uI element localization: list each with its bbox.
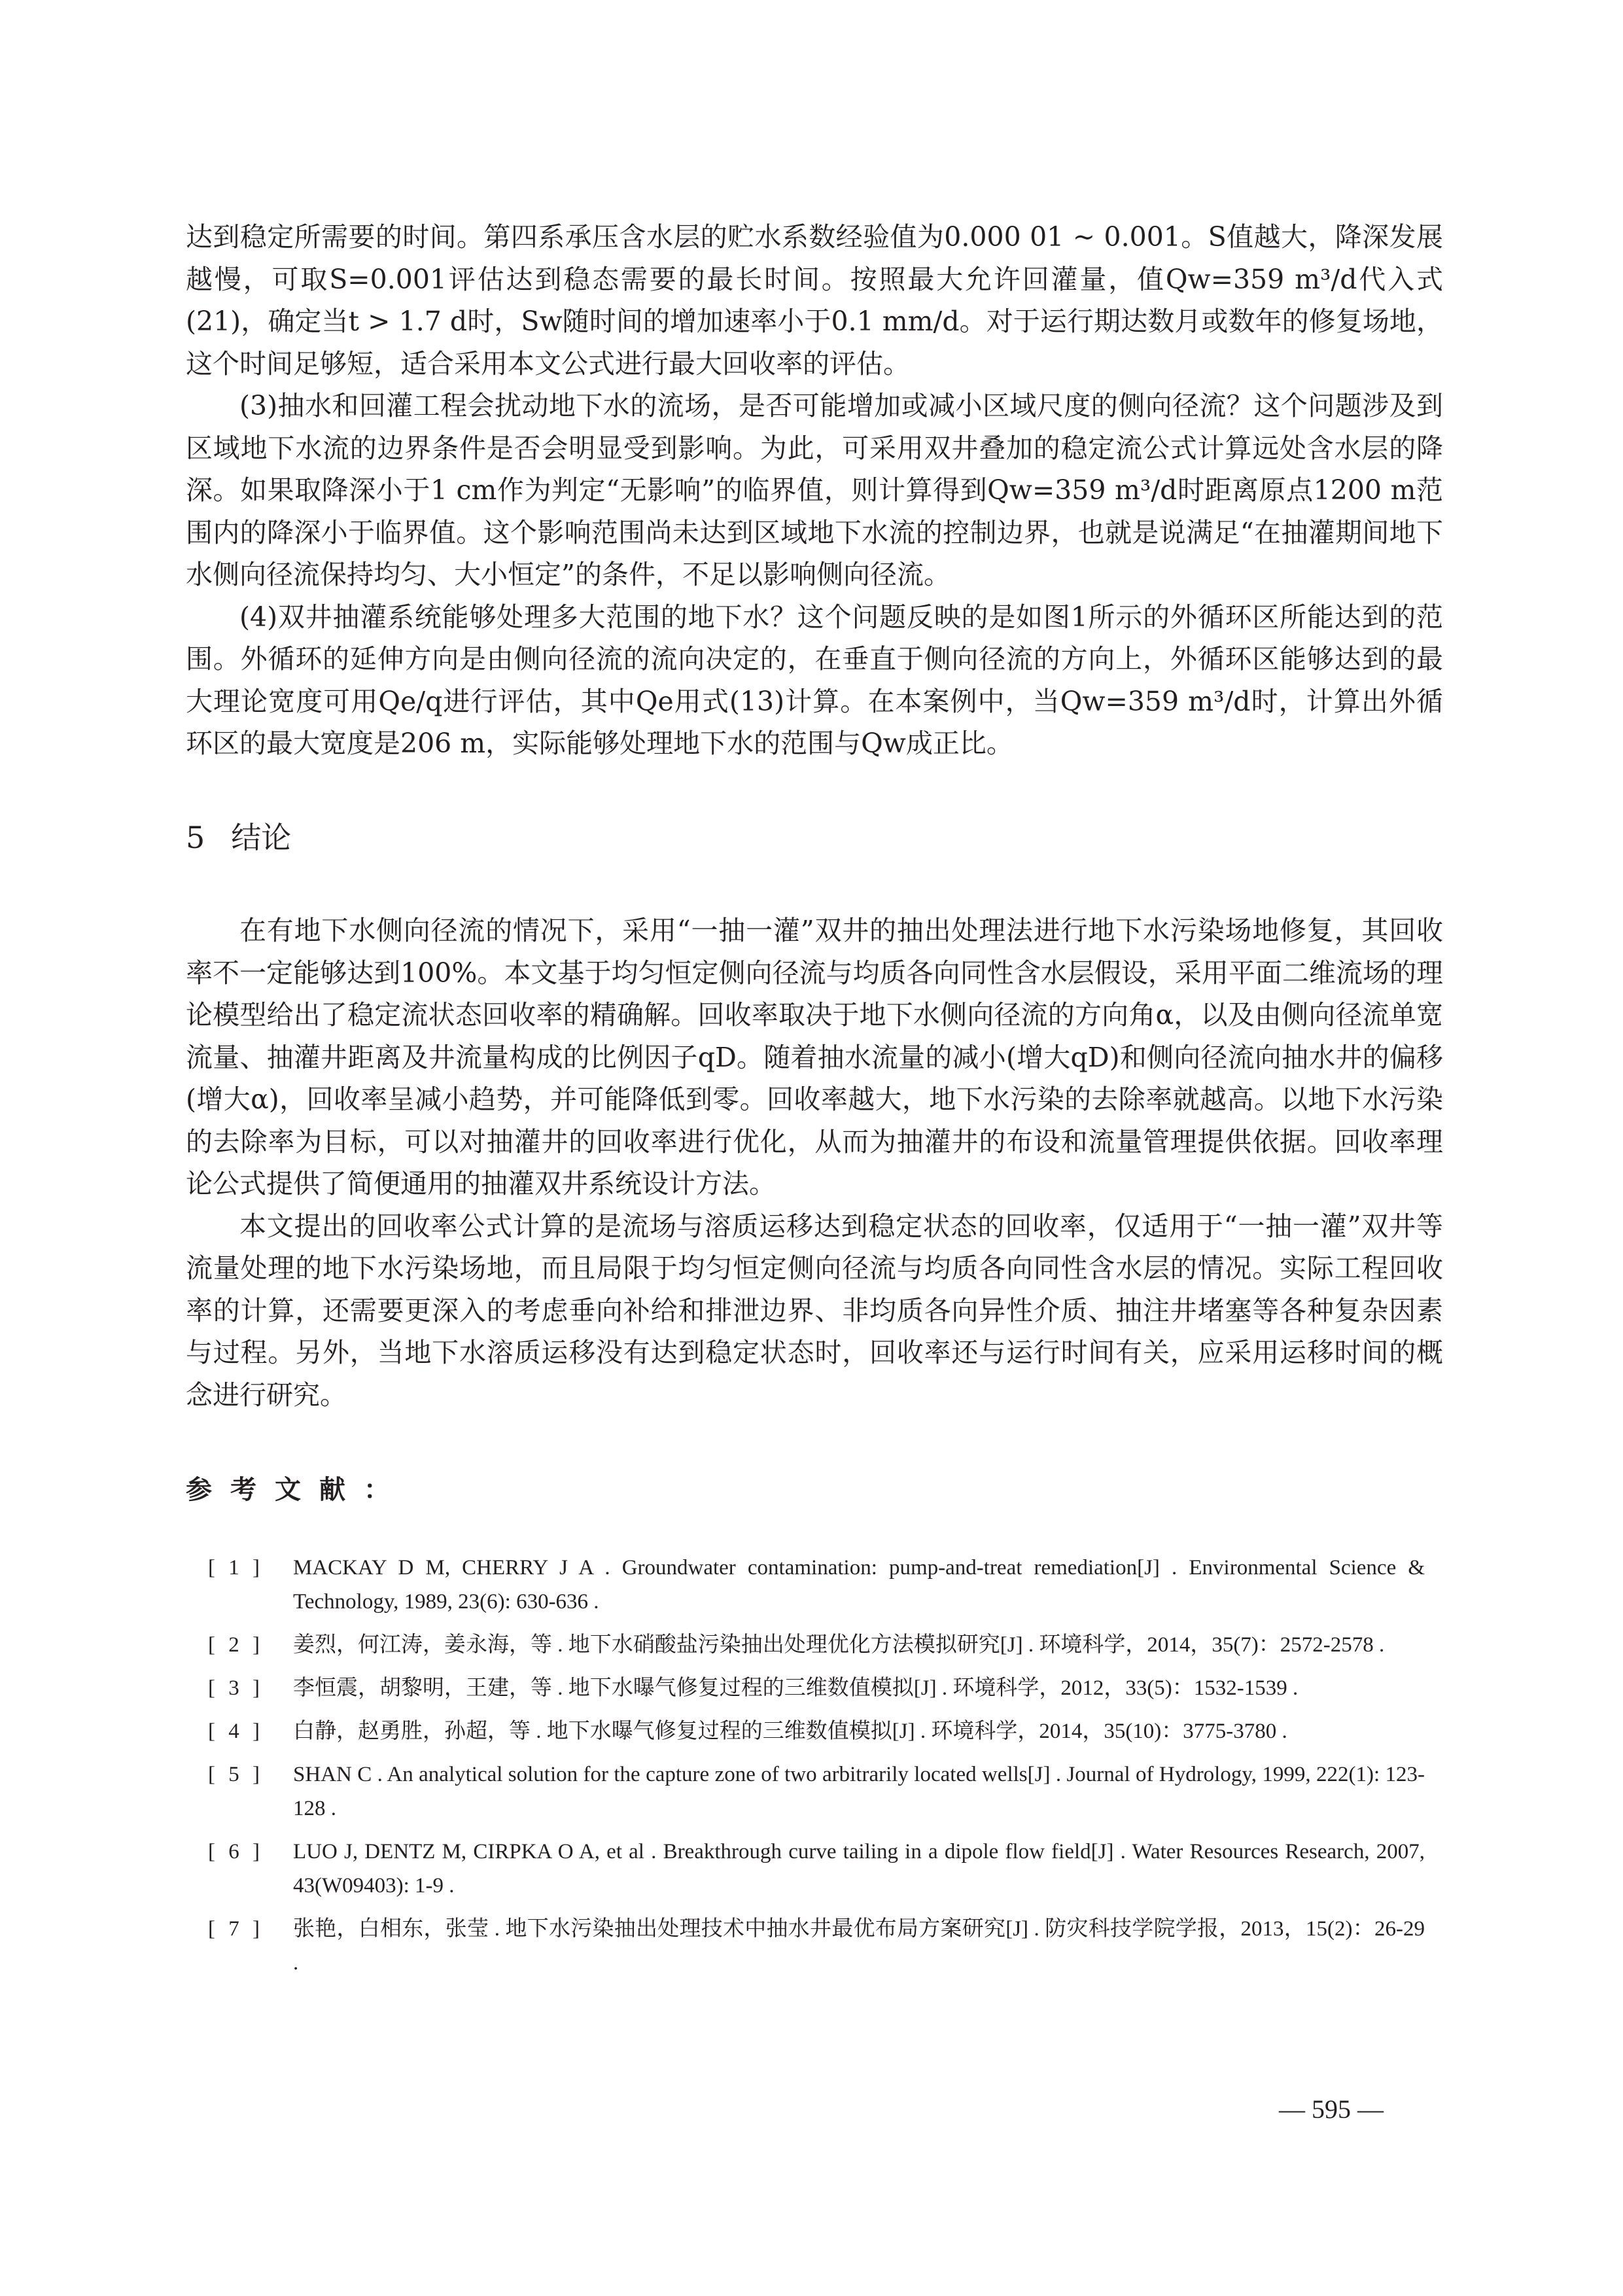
reference-index: [ 5 ] <box>208 1763 264 1786</box>
reference-text: 白静，赵勇胜，孙超，等 . 地下水曝气修复过程的三维数值模拟[J] . 环境科学，2014，35(10)：3775-3780 . <box>293 1720 1287 1743</box>
references-heading: 参考文献： <box>186 1475 408 1505</box>
body-text <box>186 216 1443 765</box>
reference-index: [ 7 ] <box>208 1917 264 1941</box>
reference-text: SHAN C . An analytical solution for the capture zone of two arbitrarily located wells[J] . Journal of Hydrology, 1999, 222(1): 123-128 . <box>293 1763 1425 1820</box>
reference-item <box>208 1757 1425 1826</box>
reference-text: 张艳，白相东，张莹 . 地下水污染抽出处理技术中抽水井最优布局方案研究[J] . 防灾科技学院学报，2013，15(2)：26-29 . <box>293 1917 1425 1975</box>
reference-item <box>208 1912 1425 1980</box>
paragraph: (4)双井抽灌系统能够处理多大范围的地下水？这个问题反映的是如图1所示的外循环区所能达到的范围。外循环的延伸方向是由侧向径流的流向决定的，在垂直于侧向径流的方向上，外循环区能够达到的最大理论宽度可用Qe/q进行评估，其中Qe用式(13)计算。在本案例中，当Qw=359 m³/d时，计算出外循环区的最大宽度是206 m，实际能够处理地下水的范围与Qw成正比。 <box>186 601 1443 759</box>
reference-item <box>208 1551 1425 1619</box>
reference-index: [ 1 ] <box>208 1556 264 1580</box>
reference-text: 李恒震，胡黎明，王建，等 . 地下水曝气修复过程的三维数值模拟[J] . 环境科学，2012，33(5)：1532-1539 . <box>293 1676 1299 1700</box>
paragraph: 达到稳定所需要的时间。第四系承压含水层的贮水系数经验值为0.000 01 ~ 0.001。S值越大，降深发展越慢，可取S=0.001评估达到稳态需要的最长时间。按照最大允许回灌量，值Qw=359 m³/d代入式(21)，确定当t > 1.7 d时，Sw随时间的增加速率小于0.1 mm/d。对于运行期达数月或数年的修复场地，这个时间足够短，适合采用本文公式进行最大回收率的评估。 <box>186 221 1443 380</box>
reference-item <box>208 1835 1425 1903</box>
section-number: 5 <box>186 820 205 855</box>
section-title: 结论 <box>231 820 292 855</box>
reference-index: [ 4 ] <box>208 1720 264 1743</box>
reference-text: MACKAY D M, CHERRY J A . Groundwater contamination: pump-and-treat remediation[J] . Environmental Science & Technology, 1989, 23(6): 630-636 . <box>293 1556 1425 1614</box>
reference-index: [ 6 ] <box>208 1840 264 1863</box>
reference-index: [ 3 ] <box>208 1676 264 1700</box>
paragraph: 本文提出的回收率公式计算的是流场与溶质运移达到稳定状态的回收率，仅适用于“一抽一灌”双井等流量处理的地下水污染场地，而且局限于均匀恒定侧向径流与均质各向同性含水层的情况。实际工程回收率的计算，还需要更深入的考虑垂向补给和排泄边界、非均质各向异性介质、抽注井堵塞等各种复杂因素与过程。另外，当地下水溶质运移没有达到稳定状态时，回收率还与运行时间有关，应采用运移时间的概念进行研究。 <box>186 1210 1443 1411</box>
page-number: — 595 — <box>1279 2094 1384 2124</box>
reference-list <box>208 1551 1425 1989</box>
reference-text: LUO J, DENTZ M, CIRPKA O A, et al . Breakthrough curve tailing in a dipole flow field[J] . Water Resources Research, 2007, 43(W09403): 1-9 . <box>293 1840 1425 1898</box>
paragraph: (3)抽水和回灌工程会扰动地下水的流场，是否可能增加或减小区域尺度的侧向径流？这个问题涉及到区域地下水流的边界条件是否会明显受到影响。为此，可采用双井叠加的稳定流公式计算远处含水层的降深。如果取降深小于1 cm作为判定“无影响”的临界值，则计算得到Qw=359 m³/d时距离原点1200 m范围内的降深小于临界值。这个影响范围尚未达到区域地下水流的控制边界，也就是说满足“在抽灌期间地下水侧向径流保持均匀、大小恒定”的条件，不足以影响侧向径流。 <box>186 390 1443 590</box>
reference-item <box>208 1671 1425 1705</box>
conclusion-text <box>186 910 1443 1416</box>
reference-item <box>208 1628 1425 1662</box>
paragraph: 在有地下水侧向径流的情况下，采用“一抽一灌”双井的抽出处理法进行地下水污染场地修复，其回收率不一定能够达到100%。本文基于均匀恒定侧向径流与均质各向同性含水层假设，采用平面二维流场的理论模型给出了稳定流状态回收率的精确解。回收率取决于地下水侧向径流的方向角α，以及由侧向径流单宽流量、抽灌井距离及井流量构成的比例因子qD。随着抽水流量的减小(增大qD)和侧向径流向抽水井的偏移(增大α)，回收率呈减小趋势，并可能降低到零。回收率越大，地下水污染的去除率就越高。以地下水污染的去除率为目标，可以对抽灌井的回收率进行优化，从而为抽灌井的布设和流量管理提供依据。回收率理论公式提供了简便通用的抽灌双井系统设计方法。 <box>186 915 1443 1199</box>
reference-index: [ 2 ] <box>208 1633 264 1657</box>
reference-text: 姜烈，何江涛，姜永海，等 . 地下水硝酸盐污染抽出处理优化方法模拟研究[J] . 环境科学，2014，35(7)：2572-2578 . <box>293 1633 1385 1657</box>
reference-item <box>208 1714 1425 1748</box>
section-heading <box>186 818 291 857</box>
